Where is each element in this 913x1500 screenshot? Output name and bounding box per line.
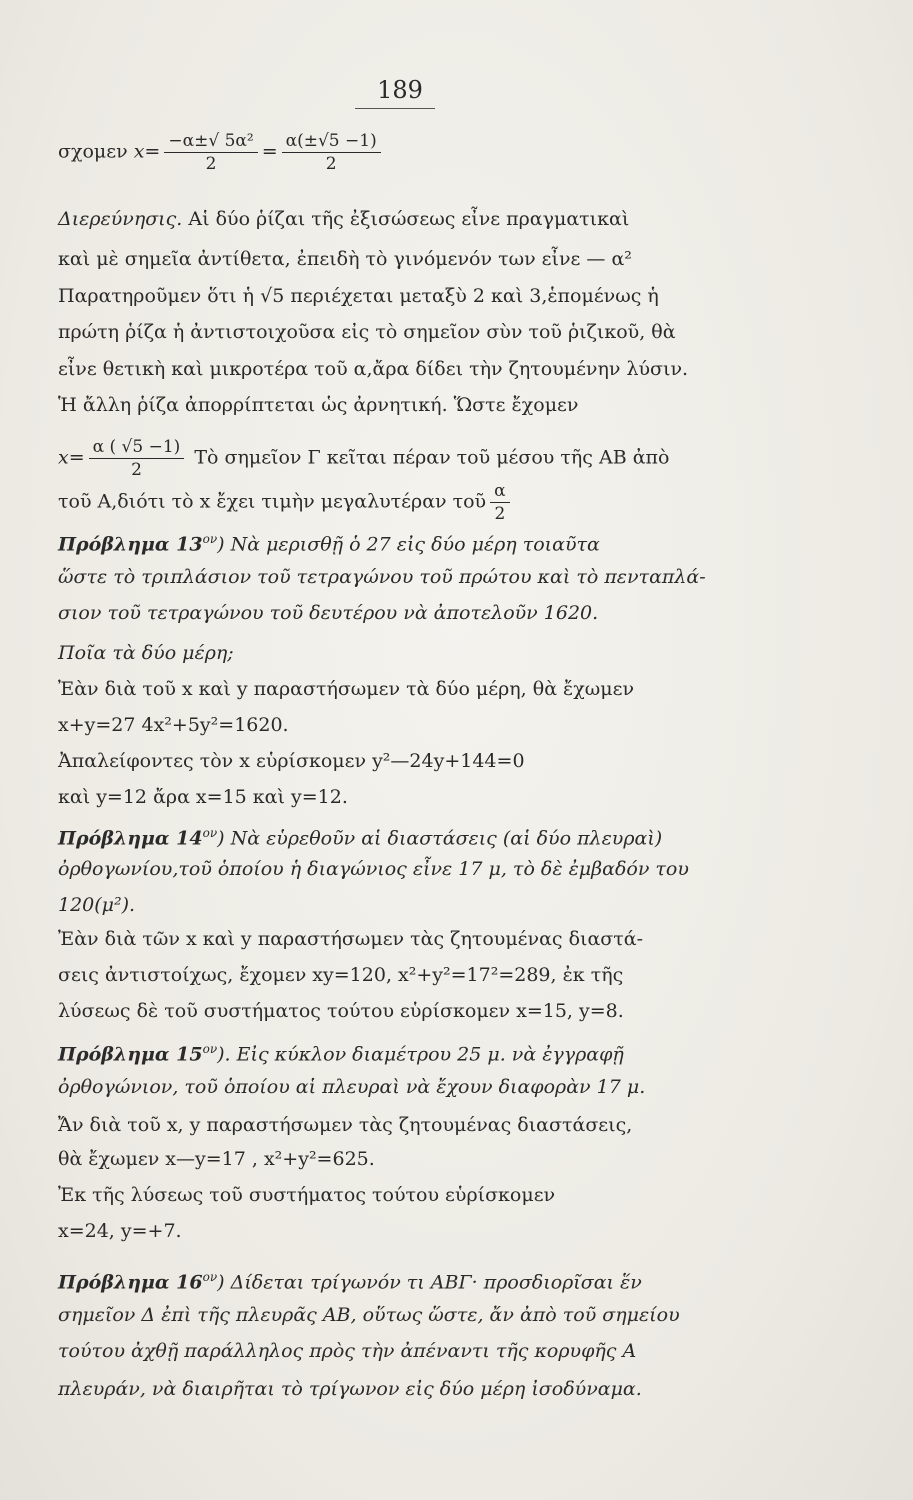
text-run: τούτου ἀχθῇ παράλληλος πρὸς τὴν ἀπέναντι τῆς κορυφῆς Α (58, 1340, 637, 1362)
text-run: x= (127, 140, 161, 163)
text-line-l23 (58, 998, 858, 1024)
text-line-l05 (58, 319, 858, 345)
text-line-l04 (58, 283, 858, 309)
text-line-l32 (58, 1338, 858, 1364)
text-run: Πρόβλημα 15 (58, 1043, 203, 1066)
text-run: Ποῖα τὰ δύο μέρη; (58, 642, 234, 664)
text-run: = (261, 140, 278, 163)
fraction-denominator: 2 (494, 504, 506, 524)
text-run: τοῦ Α,διότι τὸ x ἔχει τιμὴν μεγαλυτέραν τοῦ (58, 490, 487, 513)
text-line-l25 (58, 1074, 858, 1100)
text-line-l08 (58, 436, 858, 481)
text-line-l18 (58, 820, 858, 851)
text-line-l15 (58, 712, 858, 738)
text-line-l27 (58, 1146, 858, 1172)
text-line-l22 (58, 962, 858, 988)
text-run: Πρόβλημα 16 (58, 1271, 203, 1294)
fraction-denominator: 2 (131, 460, 142, 480)
text-run: ) Νὰ εὑρεθοῦν αἱ διαστάσεις (αἱ δύο πλευραὶ) (217, 827, 663, 850)
text-run: πρώτη ῥίζα ἡ ἀντιστοιχοῦσα εἰς τὸ σημεῖον σὺν τοῦ ῥιζικοῦ, θὰ (58, 321, 676, 343)
text-run: σχομεν (58, 140, 128, 163)
text-run: Ἐκ τῆς λύσεως τοῦ συστήματος τούτου εὑρίσκομεν (58, 1184, 556, 1206)
text-run: Αἱ δύο ῥίζαι τῆς ἐξισώσεως εἶνε πραγματικαὶ (182, 208, 630, 230)
text-line-l02 (58, 206, 858, 232)
text-line-l21 (58, 926, 858, 952)
text-line-l06 (58, 356, 858, 382)
fraction (89, 436, 185, 481)
text-run: Ἐὰν διὰ τῶν x καὶ y παραστήσωμεν τὰς ζητουμένας διαστά- (58, 928, 644, 950)
text-line-l14 (58, 676, 858, 702)
fraction (282, 130, 381, 175)
text-run: ὥστε τὸ τριπλάσιον τοῦ τετραγώνου τοῦ πρώτου καὶ τὸ πενταπλά- (58, 566, 706, 588)
text-line-l31 (58, 1302, 858, 1328)
text-run: λύσεως δὲ τοῦ συστήματος τούτου εὑρίσκομεν x=15, y=8. (58, 1000, 624, 1022)
text-line-l26 (58, 1112, 858, 1138)
text-line-l12 (58, 600, 858, 626)
text-run: x= (58, 446, 85, 469)
text-run: ) Νὰ μερισθῇ ὁ 27 εἰς δύο μέρη τοιαῦτα (217, 533, 600, 556)
text-run: Ἡ ἄλλη ῥίζα ἀπορρίπτεται ὡς ἀρνητική. Ὥστε ἔχομεν (58, 394, 579, 416)
text-run: ον (202, 1042, 218, 1056)
text-run: ὀρθογώνιον, τοῦ ὁποίου αἱ πλευραὶ νὰ ἔχουν διαφορὰν 17 μ. (58, 1076, 646, 1098)
text-line-l33 (58, 1376, 858, 1402)
text-run: Ἄν διὰ τοῦ x, y παραστήσωμεν τὰς ζητουμένας διαστάσεις, (58, 1114, 633, 1136)
fraction (164, 130, 257, 175)
text-line-l28 (58, 1182, 858, 1208)
text-run: Παρατηροῦμεν ὅτι ἡ √5 περιέχεται μεταξὺ 2 καὶ 3,ἑπομένως ἡ (58, 285, 659, 307)
text-run: Πρόβλημα 13 (58, 533, 203, 556)
text-run: καὶ y=12 ἄρα x=15 καὶ y=12. (58, 786, 348, 808)
text-run: καὶ μὲ σημεῖα ἀντίθετα, ἐπειδὴ τὸ γινόμενόν των εἶνε — α² (58, 248, 632, 270)
text-run: ον (202, 826, 218, 840)
text-run: x+y=27 4x²+5y²=1620. (58, 714, 289, 736)
page-number: 189 (377, 76, 423, 104)
text-line-l13 (58, 640, 858, 666)
fraction-numerator: α (490, 480, 509, 503)
text-line-l07 (58, 392, 858, 418)
fraction-numerator: α(±√5 −1) (282, 130, 381, 153)
text-line-l01 (58, 130, 858, 175)
text-line-l10 (58, 526, 858, 557)
text-run: Ἀπαλείφοντες τὸν x εὑρίσκομεν y²—24y+144=0 (58, 750, 525, 772)
text-run: θὰ ἔχωμεν x—y=17 , x²+y²=625. (58, 1148, 375, 1170)
fraction-numerator: α ( √5 −1) (89, 436, 185, 459)
text-run: σημεῖον Δ ἐπὶ τῆς πλευρᾶς ΑΒ, οὕτως ὥστε, ἄν ἀπὸ τοῦ σημείου (58, 1304, 680, 1326)
fraction-denominator: 2 (325, 154, 337, 174)
text-run: Ἐὰν διὰ τοῦ x καὶ y παραστήσωμεν τὰ δύο μέρη, θὰ ἔχωμεν (58, 678, 635, 700)
text-line-l09 (58, 480, 858, 525)
text-line-l20 (58, 892, 858, 918)
text-run: σιον τοῦ τετραγώνου τοῦ δευτέρου νὰ ἀποτελοῦν 1620. (58, 602, 599, 624)
text-run: Τὸ σημεῖον Γ κεῖται πέραν τοῦ μέσου τῆς ΑΒ ἀπὸ (188, 446, 670, 469)
fraction-numerator: −α±√ 5α² (164, 130, 257, 153)
text-run: εἶνε θετικὴ καὶ μικροτέρα τοῦ α,ἄρα δίδει τὴν ζητουμένην λύσιν. (58, 358, 689, 380)
text-line-l19 (58, 856, 858, 882)
text-run: ον (202, 532, 218, 546)
text-run: Πρόβλημα 14 (58, 827, 203, 850)
text-run: ). Εἰς κύκλον διαμέτρου 25 μ. νὰ ἐγγραφῇ (217, 1043, 624, 1066)
text-run: 120(μ²). (58, 894, 136, 916)
fraction (490, 480, 509, 525)
page-number-rule (355, 108, 435, 109)
text-run: ὀρθογωνίου,τοῦ ὁποίου ἡ διαγώνιος εἶνε 17 μ, τὸ δὲ ἐμβαδόν του (58, 858, 689, 880)
text-line-l29 (58, 1218, 858, 1244)
text-line-l16 (58, 748, 858, 774)
text-run: ) Δίδεται τρίγωνόν τι ΑΒΓ· προσδιορῖσαι ἕν (217, 1271, 642, 1294)
text-line-l17 (58, 784, 858, 810)
text-run: ον (202, 1270, 218, 1284)
text-run: σεις ἀντιστοίχως, ἔχομεν xy=120, x²+y²=17²=289, ἐκ τῆς (58, 964, 624, 986)
text-line-l11 (58, 564, 858, 590)
text-run: x=24, y=+7. (58, 1220, 182, 1242)
text-line-l24 (58, 1036, 858, 1067)
text-line-l30 (58, 1264, 858, 1295)
fraction-denominator: 2 (205, 154, 217, 174)
text-run: Διερεύνησις. (58, 208, 183, 230)
text-line-l03 (58, 246, 858, 272)
text-run: πλευράν, νὰ διαιρῆται τὸ τρίγωνον εἰς δύο μέρη ἰσοδύναμα. (58, 1378, 642, 1400)
